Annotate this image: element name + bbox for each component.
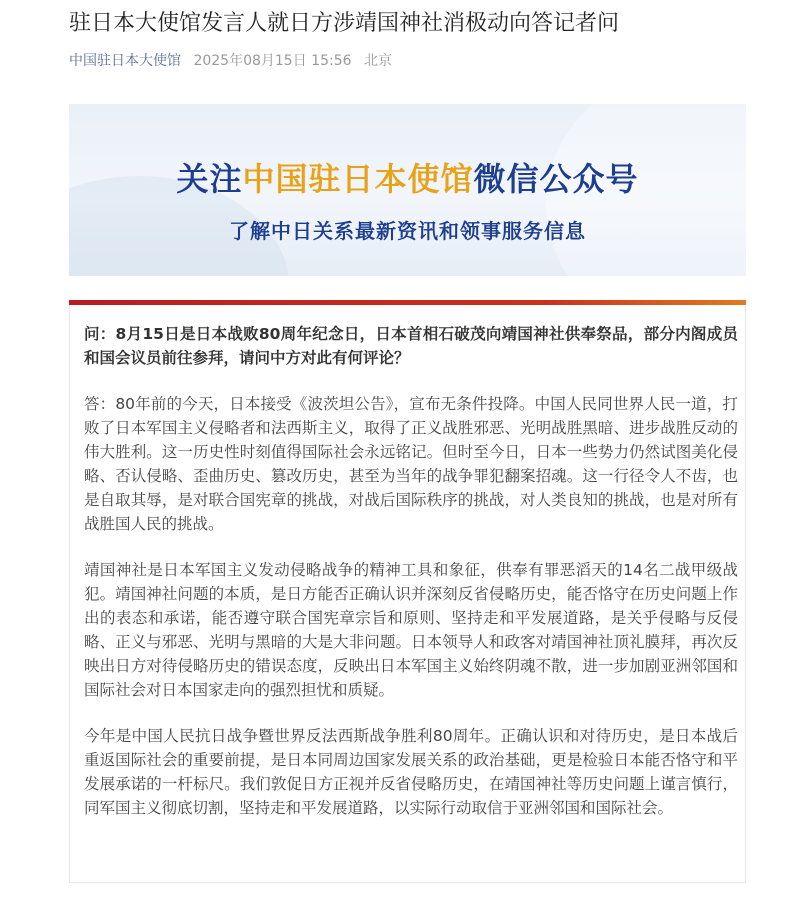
article-title: 驻日本大使馆发言人就日方涉靖国神社消极动向答记者问 [69,11,620,36]
publish-datetime: 2025年08月15日 15:56 [193,53,352,69]
card-accent-bar [69,300,746,305]
banner-headline-prefix: 关注 [176,160,243,198]
publish-location: 北京 [363,53,392,69]
banner-headline-suffix: 微信公众号 [473,160,639,198]
banner-subheadline: 了解中日关系最新资讯和领事服务信息 [229,219,586,243]
answer-paragraph: 答：80年前的今天，日本接受《波茨坦公告》，宣布无条件投降。中国人民同世界人民一道，打败了日本军国主义侵略者和法西斯主义，取得了正义战胜邪恶、光明战胜黑暗、进步战胜反动的伟大胜利。这一历史性时刻值得国际社会永远铭记。但时至今日，日本一些势力仍然试图美化侵略、否认侵略、歪曲历史、篡改历史，甚至为当年的战争罪犯翻案招魂。这一行径令人不齿，也是自取其辱，是对联合国宪章的挑战，对战后国际秩序的挑战，对人类良知的挑战，也是对所有战胜国人民的挑战。 [84,395,738,533]
follow-wechat-banner[interactable] [69,104,746,276]
banner-headline-highlight: 中国驻日本使馆 [242,160,474,198]
article-meta [69,52,400,70]
article-body-card [69,300,746,883]
question-paragraph: 问：8月15日是日本战败80周年纪念日，日本首相石破茂向靖国神社供奉祭品，部分内阁成员和国会议员前往参拜，请问中方对此有何评论？ [84,325,738,367]
author-link[interactable]: 中国驻日本大使馆 [69,53,181,69]
body-paragraph: 靖国神社是日本军国主义发动侵略战争的精神工具和象征，供奉有罪恶滔天的14名二战甲级战犯。靖国神社问题的本质，是日方能否正确认识并深刻反省侵略历史，能否恪守在历史问题上作出的表态和承诺，能否遵守联合国宪章宗旨和原则、坚持走和平发展道路，是关乎侵略与反侵略、正义与邪恶、光明与黑暗的大是大非问题。日本领导人和政客对靖国神社顶礼膜拜，再次反映出日方对待侵略历史的错误态度，反映出日本军国主义始终阴魂不散，进一步加剧亚洲邻国和国际社会对日本国家走向的强烈担忧和质疑。 [84,561,738,699]
body-paragraph: 今年是中国人民抗日战争暨世界反法西斯战争胜利80周年。正确认识和对待历史，是日本战后重返国际社会的重要前提，是日本同周边国家发展关系的政治基础，更是检验日本能否恪守和平发展承诺的一杆标尺。我们敦促日方正视并反省侵略历史，在靖国神社等历史问题上谨言慎行，同军国主义彻底切割，坚持走和平发展道路，以实际行动取信于亚洲邻国和国际社会。 [84,727,738,817]
banner-headline [69,159,746,199]
article-body [84,322,738,842]
